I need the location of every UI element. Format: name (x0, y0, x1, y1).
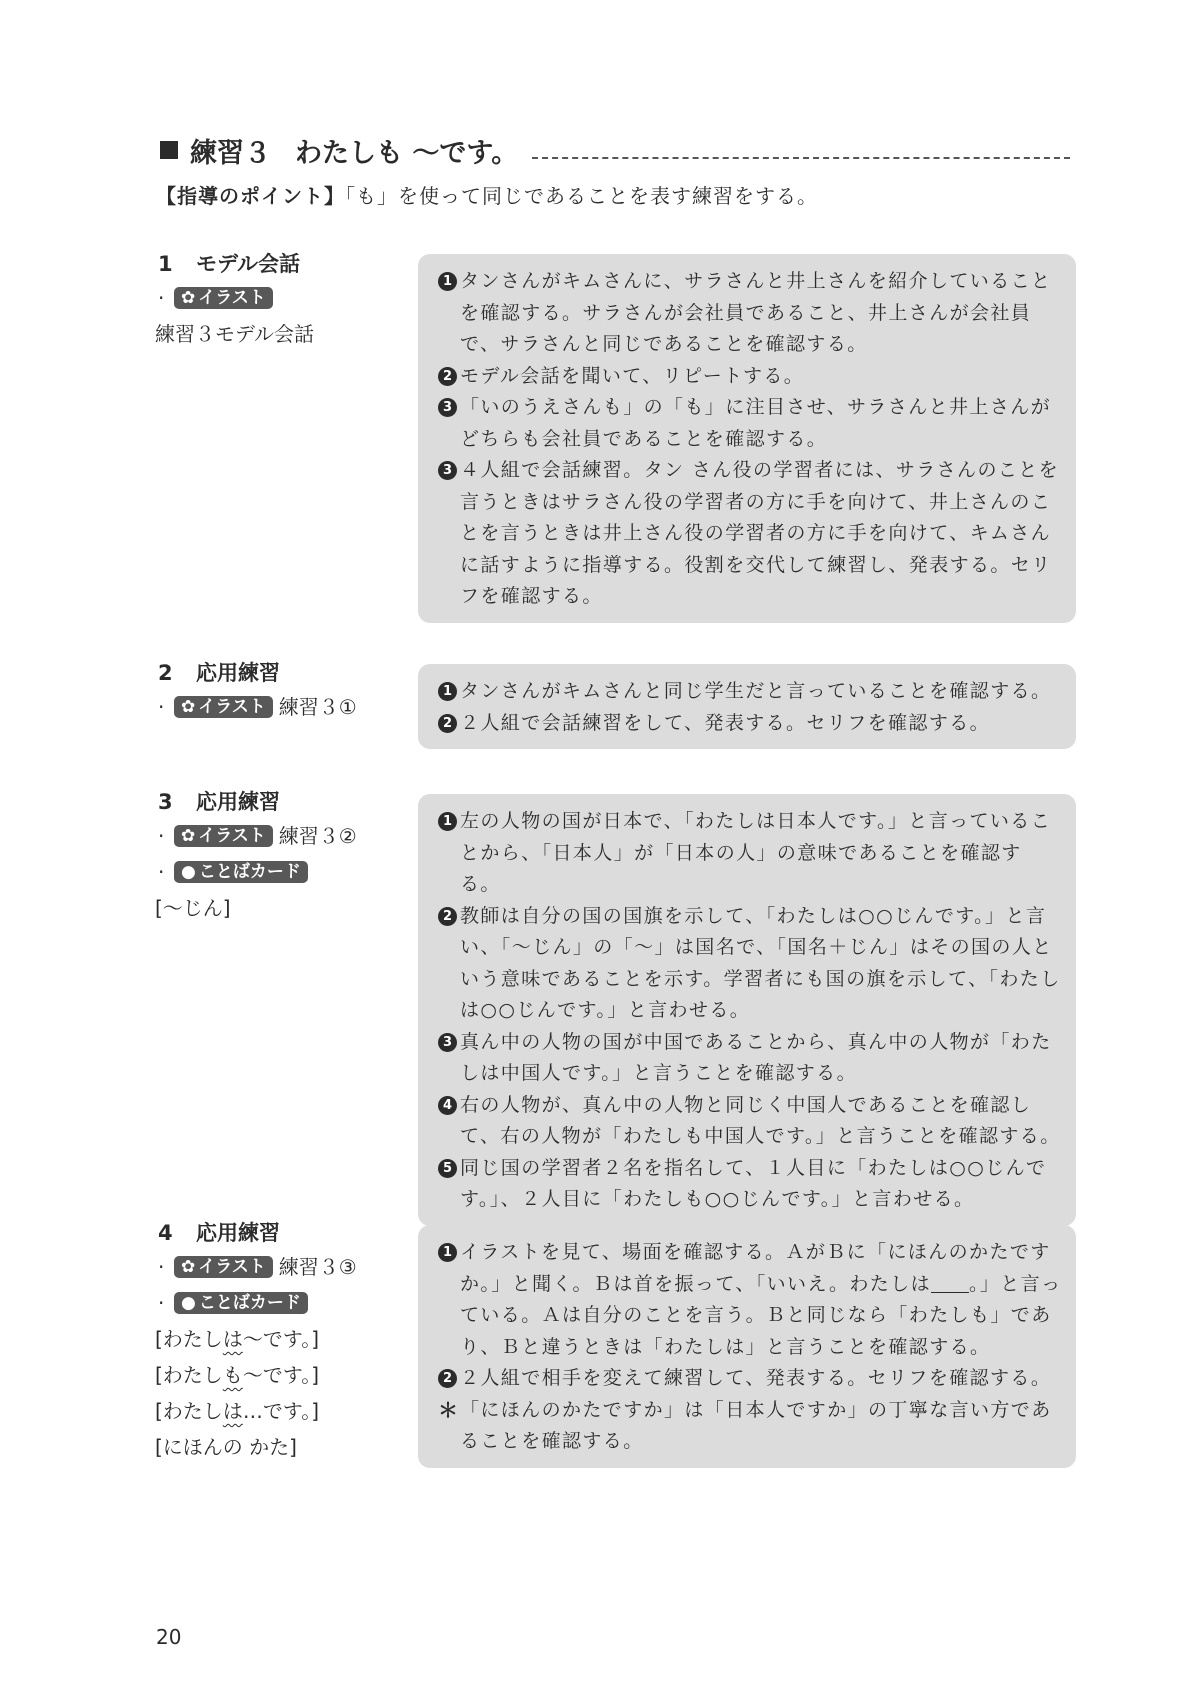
flower-icon: ✿ (181, 287, 196, 308)
teaching-point-label: 【指導のポイント】 (156, 184, 345, 208)
instruction-item: 1 タンさんがキムさんに、サラさんと井上さんを紹介していることを確認する。サラさんが会社員であること、井上さんが会社員で、サラさんと同じであることを確認する。 (438, 266, 1062, 361)
illust-tag: ✿ イラスト (174, 1256, 273, 1278)
section-3-sidebar (155, 786, 398, 926)
instruction-note: ＊ 「にほんのかたですか」は「日本人ですか」の丁寧な言い方であることを確認する。 (438, 1397, 1052, 1452)
section-heading: 4 応用練習 (158, 1221, 280, 1245)
word-card: [わたしは…です。] (155, 1399, 320, 1423)
illust-tag: ✿ イラスト (174, 825, 273, 847)
word-card: [にほんの かた] (155, 1435, 297, 1459)
teaching-point-text: 「も」を使って同じであることを表す練習をする。 (345, 184, 818, 208)
instruction-item: 3 真ん中の人物の国が中国であることから、真ん中の人物が「わたしは中国人です。」と言うことを確認する。 (438, 1027, 1062, 1090)
section-1-instructions (418, 254, 1076, 623)
fill-in-blank (931, 1272, 969, 1293)
instruction-item: 1 左の人物の国が日本で、「わたしは日本人です。」と言っていることから、「日本人」が「日本の人」の意味であることを確認する。 (438, 806, 1062, 901)
instruction-item: 4 右の人物が、真ん中の人物と同じく中国人であることを確認して、右の人物が「わたしも中国人です。」と言うことを確認する。 (438, 1090, 1062, 1153)
section-3-instructions (418, 794, 1076, 1226)
card-reference: · ● ことばカード (158, 1285, 398, 1321)
card-tag: ● ことばカード (174, 1292, 308, 1314)
illust-tag: ✿ イラスト (174, 696, 273, 718)
exercise-title-row (160, 128, 1070, 172)
card-tag: ● ことばカード (174, 861, 308, 883)
teaching-point (156, 180, 818, 209)
illust-reference: · ✿ イラスト 練習３② (158, 824, 357, 848)
card-reference: · ● ことばカード (158, 854, 398, 890)
instruction-item: 2 ２人組で会話練習をして、発表する。セリフを確認する。 (438, 708, 1062, 740)
illust-reference: · ✿ イラスト 練習３① (158, 695, 357, 719)
illust-reference-text: 練習３モデル会話 (155, 322, 314, 346)
instruction-item: 3 「いのうえさんも」の「も」に注目させ、サラさんと井上さんがどちらも会社員であることを確認する。 (438, 392, 1062, 455)
word-card: [わたしも～です。] (155, 1363, 320, 1387)
exercise-title: 練習３ わたしも ～です。 (190, 137, 519, 169)
instruction-item: 2 モデル会話を聞いて、リピートする。 (438, 361, 1062, 393)
flower-icon: ✿ (181, 1256, 196, 1277)
illust-reference: · ✿ イラスト (158, 280, 398, 316)
illust-reference: · ✿ イラスト 練習３③ (158, 1255, 357, 1279)
section-heading: 3 応用練習 (158, 790, 280, 814)
section-2-instructions (418, 664, 1076, 749)
instruction-item: 1 タンさんがキムさんと同じ学生だと言っていることを確認する。 (438, 676, 1062, 708)
instruction-item: 2 教師は自分の国の国旗を示して、「わたしは○○じんです。」と言い、「～じん」の「～」は国名で、「国名＋じん」はその国の人という意味であることを示す。学習者にも国の旗を示して、「わたしは○○じんです。」と言わせる。 (438, 901, 1062, 1027)
instruction-item: 3 ４人組で会話練習。タン さん役の学習者には、サラさんのことを言うときはサラさん役の学習者の方に手を向けて、井上さんのことを言うときは井上さん役の学習者の方に手を向けて、キムさんに話すように指導する。役割を交代して練習し、発表する。セリフを確認する。 (438, 455, 1062, 613)
flower-icon: ✿ (181, 696, 196, 717)
square-bullet-icon (160, 141, 178, 159)
illust-tag: ✿ イラスト (174, 287, 273, 309)
instruction-item: 1 イラストを見て、場面を確認する。ＡがＢに「にほんのかたですか。」と聞く。Ｂは首を振って、「いいえ。わたしは 。」と言っている。Ａは自分のことを言う。Ｂと同じなら「わたしも」であり、Ｂと違うときは「わたしは」と言うことを確認する。 (438, 1237, 1062, 1363)
section-1-sidebar (155, 248, 398, 352)
instruction-item: 5 同じ国の学習者２名を指名して、１人目に「わたしは○○じんです。」、２人目に「わたしも○○じんです。」と言わせる。 (438, 1153, 1062, 1216)
section-2-sidebar (158, 657, 398, 725)
section-4-instructions (418, 1225, 1076, 1468)
section-4-sidebar (155, 1217, 398, 1465)
dashed-rule (532, 157, 1070, 159)
instruction-item: 2 ２人組で相手を変えて練習して、発表する。セリフを確認する。 (438, 1363, 1062, 1395)
word-card: [わたしは～です。] (155, 1327, 320, 1351)
section-heading: 1 モデル会話 (158, 252, 300, 276)
speech-bubble-icon: ● (181, 861, 196, 882)
word-card: [～じん] (155, 896, 231, 920)
section-heading: 2 応用練習 (158, 661, 280, 685)
flower-icon: ✿ (181, 825, 196, 846)
speech-bubble-icon: ● (181, 1292, 196, 1313)
page-number: 20 (156, 1625, 182, 1649)
